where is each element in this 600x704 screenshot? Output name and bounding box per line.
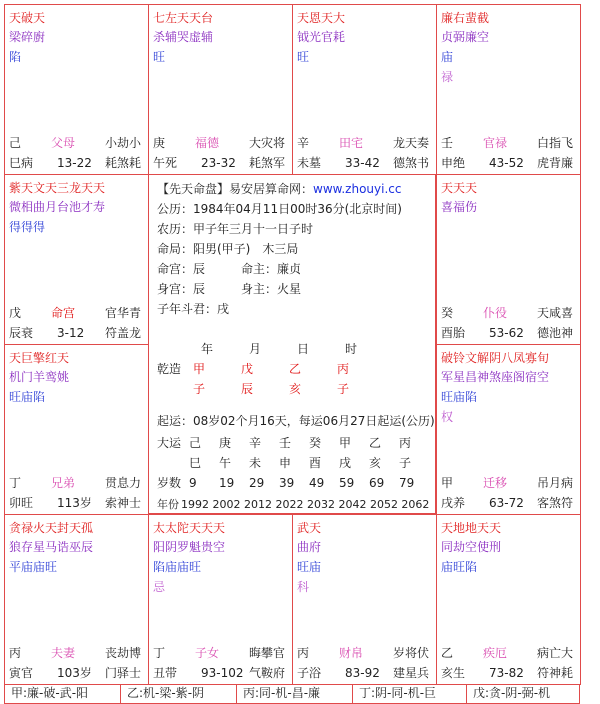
dayun-branch: 巳	[189, 456, 202, 470]
palace-branch: 巳病	[9, 156, 34, 170]
brightness-row: 旺庙陷	[441, 390, 478, 404]
age-range: 93-102	[201, 666, 244, 680]
brightness-row: 旺	[297, 50, 310, 64]
dayun-stem: 己	[189, 436, 202, 450]
palace-mao	[4, 344, 149, 515]
minor-stars-row: 杀辅哭虚辅	[153, 30, 214, 44]
age-range: 73-82	[489, 666, 524, 680]
god12-top: 天咸喜	[537, 306, 574, 320]
palace-name: 官禄	[483, 136, 508, 150]
palace-xu	[436, 344, 581, 515]
palace-name: 命宫	[51, 306, 76, 320]
brightness-row: 陷庙庙旺	[153, 560, 202, 574]
sihua-stem-0: 甲:廉-破-武-阳	[5, 684, 121, 703]
palace-stem: 丙	[9, 646, 22, 660]
center-header	[157, 181, 401, 197]
palace-branch: 亥生	[441, 666, 466, 680]
dayun-age: 9	[189, 476, 197, 490]
main-stars-row: 天巨擎红天	[9, 351, 70, 365]
palace-name: 夫妻	[51, 646, 76, 660]
god12-bottom: 建星兵	[393, 666, 430, 680]
main-stars-row: 太太陀天天天	[153, 521, 226, 535]
age-range: 33-42	[345, 156, 380, 170]
god12-top: 龙天奏	[393, 136, 430, 150]
palace-name: 财帛	[339, 646, 364, 660]
zi-dou: 子年斗君：戌	[157, 302, 230, 316]
dayun-branch: 子	[399, 456, 412, 470]
palace-yin	[4, 514, 149, 685]
main-stars-row: 破铃文解阴八凤寡旬	[441, 351, 550, 365]
ming-gong: 命宫：辰	[157, 262, 206, 276]
pillar-branch: 子	[337, 382, 350, 396]
brightness-row: 得得得	[9, 220, 46, 234]
palace-branch: 卯旺	[9, 496, 34, 510]
age-range: 113岁	[57, 496, 92, 510]
qian-zao: 乾造	[157, 362, 182, 376]
main-stars-row: 武天	[297, 521, 322, 535]
dayun-label: 大运	[157, 436, 182, 450]
god12-bottom: 气鞍府	[249, 666, 286, 680]
pillar-stem: 乙	[289, 362, 302, 376]
god12-top: 晦攀官	[249, 646, 286, 660]
minor-stars-row: 军星昌神煞座阁宿空	[441, 370, 550, 384]
main-stars-row: 天天天	[441, 181, 478, 195]
minor-stars-row: 微相曲月台池才寿	[9, 200, 106, 214]
pillar-branch: 辰	[241, 382, 254, 396]
minor-stars-row: 阳阴罗魁贵空	[153, 540, 226, 554]
main-stars-row: 天地地天天	[441, 521, 502, 535]
palace-name: 兄弟	[51, 476, 76, 490]
palace-name: 子女	[195, 646, 220, 660]
dayun-age: 79	[399, 476, 415, 490]
sihua-stem-4: 戊:贪-阴-弼-机	[473, 686, 551, 700]
age-range: 63-72	[489, 496, 524, 510]
minor-stars-row: 狼存星马诰巫辰	[9, 540, 94, 554]
palace-si	[4, 4, 149, 175]
god12-top: 岁将伏	[393, 646, 430, 660]
pillar-head: 日	[297, 342, 310, 356]
pillar-stem: 甲	[193, 362, 206, 376]
pillar-branch: 子	[193, 382, 206, 396]
dayun-stem: 丙	[399, 436, 412, 450]
sihua-stem-1: 乙:机-梁-紫-阴	[121, 684, 237, 703]
brightness-row: 旺庙陷	[9, 390, 46, 404]
brightness-row: 旺庙	[297, 560, 322, 574]
palace-stem: 壬	[441, 136, 454, 150]
years-label: 年份	[157, 498, 179, 511]
ages-label: 岁数	[157, 476, 182, 490]
god12-top: 官华青	[105, 306, 142, 320]
minor-stars-row: 钺光官耗	[297, 30, 346, 44]
dayun-age: 29	[249, 476, 265, 490]
god12-bottom: 符盖龙	[105, 326, 142, 340]
dayun-age: 59	[339, 476, 355, 490]
minor-stars-row: 贞弼廉空	[441, 30, 490, 44]
center-header-text: 【先天命盘】易安居算命网：	[157, 182, 314, 196]
palace-branch: 辰衰	[9, 326, 34, 340]
palace-you	[436, 174, 581, 345]
site-link[interactable]: www.zhouyi.cc	[313, 182, 402, 196]
palace-stem: 甲	[441, 476, 454, 490]
pillar-head: 月	[249, 342, 262, 356]
pillar-branch: 亥	[289, 382, 302, 396]
age-range: 23-32	[201, 156, 236, 170]
god12-bottom: 德池神	[537, 326, 574, 340]
palace-stem: 乙	[441, 646, 454, 660]
god12-top: 大灾将	[249, 136, 286, 150]
palace-branch: 子浴	[297, 666, 322, 680]
dayun-branch: 申	[279, 456, 292, 470]
dayun-stem: 乙	[369, 436, 382, 450]
god12-top: 贯息力	[105, 476, 142, 490]
brightness-row: 陷	[9, 50, 22, 64]
dayun-branch: 戌	[339, 456, 352, 470]
sihua-footer	[4, 684, 580, 704]
brightness-row: 平庙庙旺	[9, 560, 58, 574]
sihua-mark: 忌	[153, 580, 166, 594]
pillar-stem: 丙	[337, 362, 350, 376]
brightness-row: 庙旺陷	[441, 560, 478, 574]
god12-top: 小劫小	[105, 136, 142, 150]
palace-branch: 寅官	[9, 666, 34, 680]
palace-name: 疾厄	[483, 646, 508, 660]
bureau: 命局：阳男(甲子) 木三局	[157, 242, 299, 256]
qi-yun: 起运：08岁02个月16天，每运06月27日起运(公历)	[157, 414, 435, 428]
age-range: 3-12	[57, 326, 85, 340]
shen-zhu: 身主：火星	[241, 282, 302, 296]
palace-zi	[292, 514, 437, 685]
palace-name: 福德	[195, 136, 220, 150]
age-range: 13-22	[57, 156, 92, 170]
age-range: 103岁	[57, 666, 92, 680]
palace-stem: 丙	[297, 646, 310, 660]
minor-stars-row: 曲府	[297, 540, 322, 554]
dayun-age: 19	[219, 476, 235, 490]
palace-name: 仆役	[483, 306, 508, 320]
palace-stem: 戊	[9, 306, 22, 320]
main-stars-row: 天恩天大	[297, 11, 346, 25]
age-range: 53-62	[489, 326, 524, 340]
dayun-stem: 壬	[279, 436, 292, 450]
shen-gong: 身宫：辰	[157, 282, 206, 296]
age-range: 83-92	[345, 666, 380, 680]
dayun-branch: 酉	[309, 456, 322, 470]
palace-wu	[148, 4, 293, 175]
palace-name: 父母	[51, 136, 76, 150]
sihua-stem-3: 丁:阴-同-机-巨	[353, 684, 467, 703]
god12-bottom: 客煞符	[537, 496, 574, 510]
palace-branch: 酉胎	[441, 326, 466, 340]
palace-branch: 未墓	[297, 156, 322, 170]
ming-zhu: 命主：廉贞	[241, 262, 302, 276]
center-panel	[148, 174, 436, 514]
main-stars-row: 贪禄火天封天孤	[9, 521, 94, 535]
sihua-mark: 权	[441, 410, 454, 424]
god12-bottom: 虎背廉	[537, 156, 574, 170]
minor-stars-row: 机门羊鸾姚	[9, 370, 70, 384]
god12-top: 白指飞	[537, 136, 574, 150]
solar-date: 公历：1984年04月11日00时36分(北京时间)	[157, 202, 402, 216]
palace-branch: 午死	[153, 156, 178, 170]
lunar-date: 农历：甲子年三月十一日子时	[157, 222, 314, 236]
god12-bottom: 耗煞耗	[105, 156, 142, 170]
minor-stars-row: 喜福伤	[441, 200, 478, 214]
god12-top: 吊月病	[537, 476, 574, 490]
pillar-head: 年	[201, 342, 214, 356]
palace-stem: 癸	[441, 306, 454, 320]
dayun-branch: 午	[219, 456, 232, 470]
palace-stem: 丁	[9, 476, 22, 490]
dayun-stem: 甲	[339, 436, 352, 450]
god12-top: 病亡大	[537, 646, 574, 660]
god12-bottom: 索神士	[105, 496, 142, 510]
palace-name: 迁移	[483, 476, 508, 490]
god12-bottom: 德煞书	[393, 156, 430, 170]
dayun-stem: 庚	[219, 436, 232, 450]
god12-bottom: 门驿士	[105, 666, 142, 680]
palace-branch: 丑带	[153, 666, 178, 680]
age-range: 43-52	[489, 156, 524, 170]
palace-name: 田宅	[339, 136, 364, 150]
dayun-age: 49	[309, 476, 325, 490]
palace-stem: 己	[9, 136, 22, 150]
palace-chen	[4, 174, 149, 345]
minor-stars-row: 梁碎廚	[9, 30, 46, 44]
pillar-stem: 戊	[241, 362, 254, 376]
dayun-branch: 未	[249, 456, 262, 470]
pillar-head: 时	[345, 342, 358, 356]
palace-branch: 戌养	[441, 496, 466, 510]
years: 1992 2002 2012 2022 2032 2042 2052 2062	[181, 498, 430, 511]
god12-bottom: 符神耗	[537, 666, 574, 680]
minor-stars-row: 同劫空使刑	[441, 540, 502, 554]
palace-wei	[292, 4, 437, 175]
god12-top: 丧劫博	[105, 646, 142, 660]
dayun-stem: 癸	[309, 436, 322, 450]
sihua-mark: 禄	[441, 70, 454, 84]
main-stars-row: 天破天	[9, 11, 46, 25]
god12-bottom: 耗煞军	[249, 156, 286, 170]
brightness-row: 庙	[441, 50, 454, 64]
palace-hai	[436, 514, 581, 685]
sihua-stem-2: 丙:同-机-昌-廉	[237, 684, 353, 703]
dayun-branch: 亥	[369, 456, 382, 470]
ziwei-chart	[4, 4, 580, 684]
main-stars-row: 七左天天台	[153, 11, 214, 25]
dayun-age: 39	[279, 476, 295, 490]
brightness-row: 旺	[153, 50, 166, 64]
sihua-mark: 科	[297, 580, 310, 594]
main-stars-row: 廉右蜚截	[441, 11, 490, 25]
dayun-stem: 辛	[249, 436, 262, 450]
palace-stem: 丁	[153, 646, 166, 660]
main-stars-row: 紫天文天三龙天天	[9, 181, 106, 195]
palace-branch: 申绝	[441, 156, 466, 170]
palace-stem: 庚	[153, 136, 166, 150]
palace-shen	[436, 4, 581, 175]
palace-chou	[148, 514, 293, 685]
dayun-age: 69	[369, 476, 385, 490]
palace-stem: 辛	[297, 136, 310, 150]
